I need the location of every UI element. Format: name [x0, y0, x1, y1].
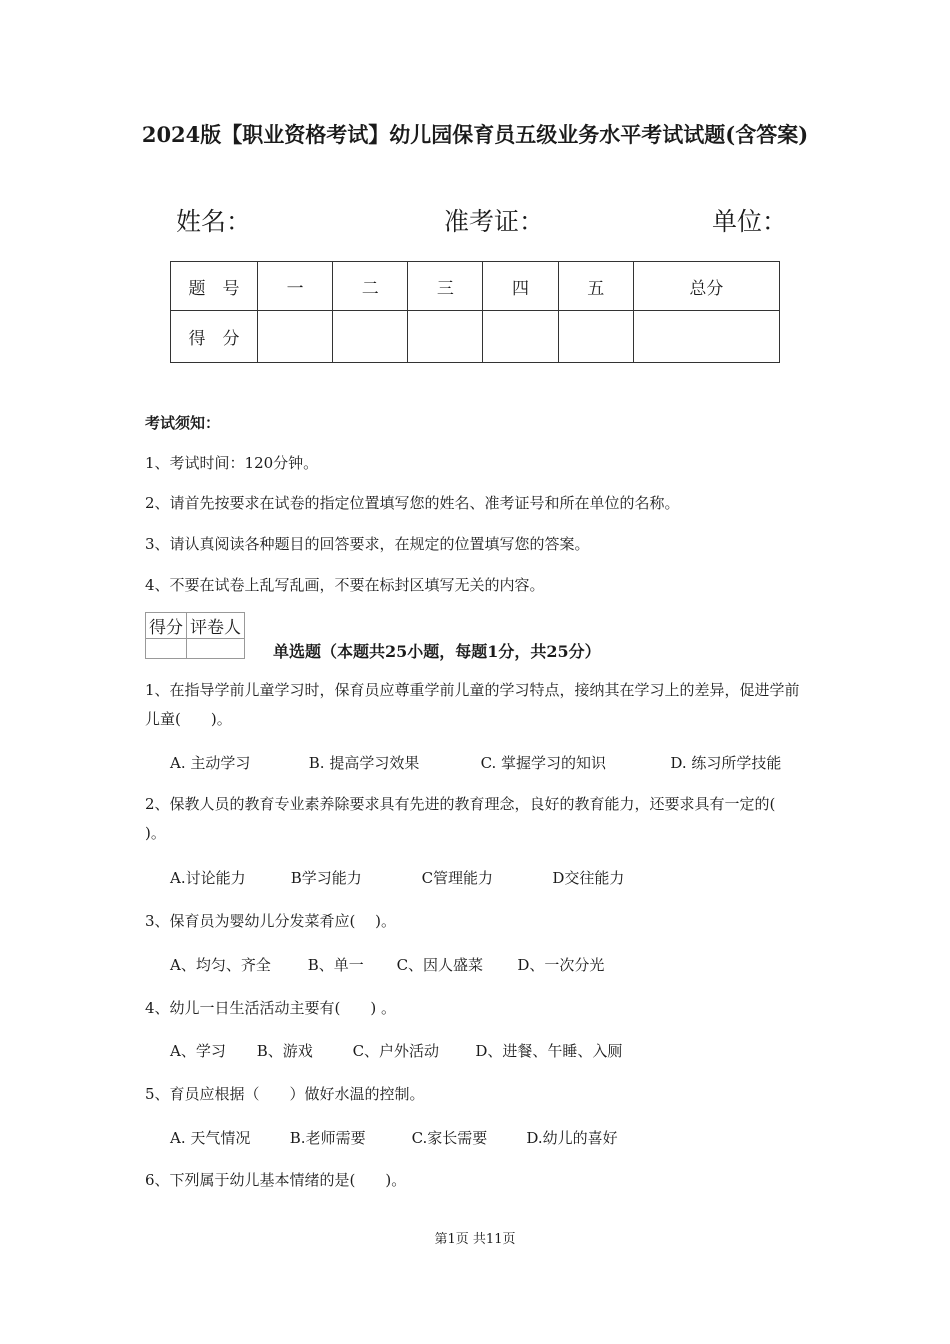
- score-cell[interactable]: [633, 311, 779, 363]
- score-header-cell: 五: [558, 262, 633, 311]
- score-header-cell: 三: [408, 262, 483, 311]
- notice-item: 2、请首先按要求在试卷的指定位置填写您的姓名、准考证号和所在单位的名称。: [145, 494, 680, 512]
- grader-box: [145, 612, 245, 659]
- score-cell[interactable]: [408, 311, 483, 363]
- option-c[interactable]: C.家长需要: [411, 1129, 488, 1147]
- score-cell[interactable]: [483, 311, 558, 363]
- option-d[interactable]: D交往能力: [552, 869, 625, 887]
- option-b[interactable]: B、单一: [307, 956, 364, 974]
- option-c[interactable]: C. 掌握学习的知识: [480, 754, 607, 772]
- option-a[interactable]: A. 主动学习: [170, 754, 251, 772]
- question-stem: 4、幼儿一日生活活动主要有( ) 。: [145, 999, 397, 1017]
- grader-score-label: 得分: [146, 613, 187, 639]
- question-options: [170, 1127, 618, 1148]
- exam-id-label: 准考证：: [444, 207, 545, 236]
- question-stem: 6、下列属于幼儿基本情绪的是( )。: [145, 1171, 407, 1189]
- score-header-cell: 四: [483, 262, 558, 311]
- score-header-cell: 二: [333, 262, 408, 311]
- score-header-cell: 总分: [633, 262, 779, 311]
- question-options: [170, 954, 604, 975]
- question-stem: 5、育员应根据（ ）做好水温的控制。: [145, 1085, 425, 1103]
- option-d[interactable]: D. 练习所学技能: [670, 754, 782, 772]
- score-cell[interactable]: [558, 311, 633, 363]
- option-a[interactable]: A. 天气情况: [170, 1129, 251, 1147]
- score-cell[interactable]: [333, 311, 408, 363]
- page-title: 2024版【职业资格考试】幼儿园保育员五级业务水平考试试题(含答案): [141, 122, 809, 147]
- unit-label: 单位：: [712, 207, 788, 236]
- notice-heading: 考试须知：: [145, 414, 221, 432]
- question-stem: 3、保育员为婴幼儿分发菜肴应( )。: [145, 912, 397, 930]
- option-b[interactable]: B. 提高学习效果: [308, 754, 420, 772]
- option-d[interactable]: D.幼儿的喜好: [526, 1129, 618, 1147]
- candidate-fields: [176, 202, 788, 242]
- name-label: 姓名：: [176, 207, 252, 236]
- option-b[interactable]: B、游戏: [256, 1042, 313, 1060]
- option-d[interactable]: D、一次分光: [517, 956, 605, 974]
- notice-item: 4、不要在试卷上乱写乱画，不要在标封区填写无关的内容。: [145, 576, 545, 594]
- score-header-cell: 题 号: [171, 262, 258, 311]
- grader-score-cell[interactable]: [146, 639, 187, 659]
- score-cell[interactable]: [258, 311, 333, 363]
- option-b[interactable]: B.老师需要: [289, 1129, 366, 1147]
- notice-item: 3、请认真阅读各种题目的回答要求，在规定的位置填写您的答案。: [145, 535, 590, 553]
- option-c[interactable]: C管理能力: [421, 869, 494, 887]
- question-options: [170, 867, 624, 888]
- grader-name-cell[interactable]: [187, 639, 245, 659]
- option-a[interactable]: A.讨论能力: [170, 869, 246, 887]
- score-header-cell: 一: [258, 262, 333, 311]
- question-options: [170, 1040, 622, 1061]
- question-options: [170, 752, 781, 773]
- question-stem: 1、在指导学前儿童学习时，保育员应尊重学前儿童的学习特点，接纳其在学习上的差异，促进学前儿童( )。: [145, 681, 800, 728]
- page-footer: 第1页 共11页: [434, 1232, 516, 1247]
- score-table: [170, 261, 780, 363]
- question-stem: 2、保教人员的教育专业素养除要求具有先进的教育理念，良好的教育能力，还要求具有一定的( )。: [145, 795, 796, 842]
- section-heading: 单选题（本题共25小题，每题1分，共25分）: [273, 642, 601, 661]
- option-c[interactable]: C、因人盛菜: [396, 956, 484, 974]
- option-c[interactable]: C、户外活动: [352, 1042, 440, 1060]
- option-d[interactable]: D、进餐、午睡、入厕: [475, 1042, 623, 1060]
- grader-name-label: 评卷人: [187, 613, 245, 639]
- score-row-label: 得 分: [171, 311, 258, 363]
- notice-item: 1、考试时间：120分钟。: [145, 454, 319, 472]
- option-b[interactable]: B学习能力: [290, 869, 362, 887]
- option-a[interactable]: A、学习: [170, 1042, 226, 1060]
- option-a[interactable]: A、均匀、齐全: [170, 956, 271, 974]
